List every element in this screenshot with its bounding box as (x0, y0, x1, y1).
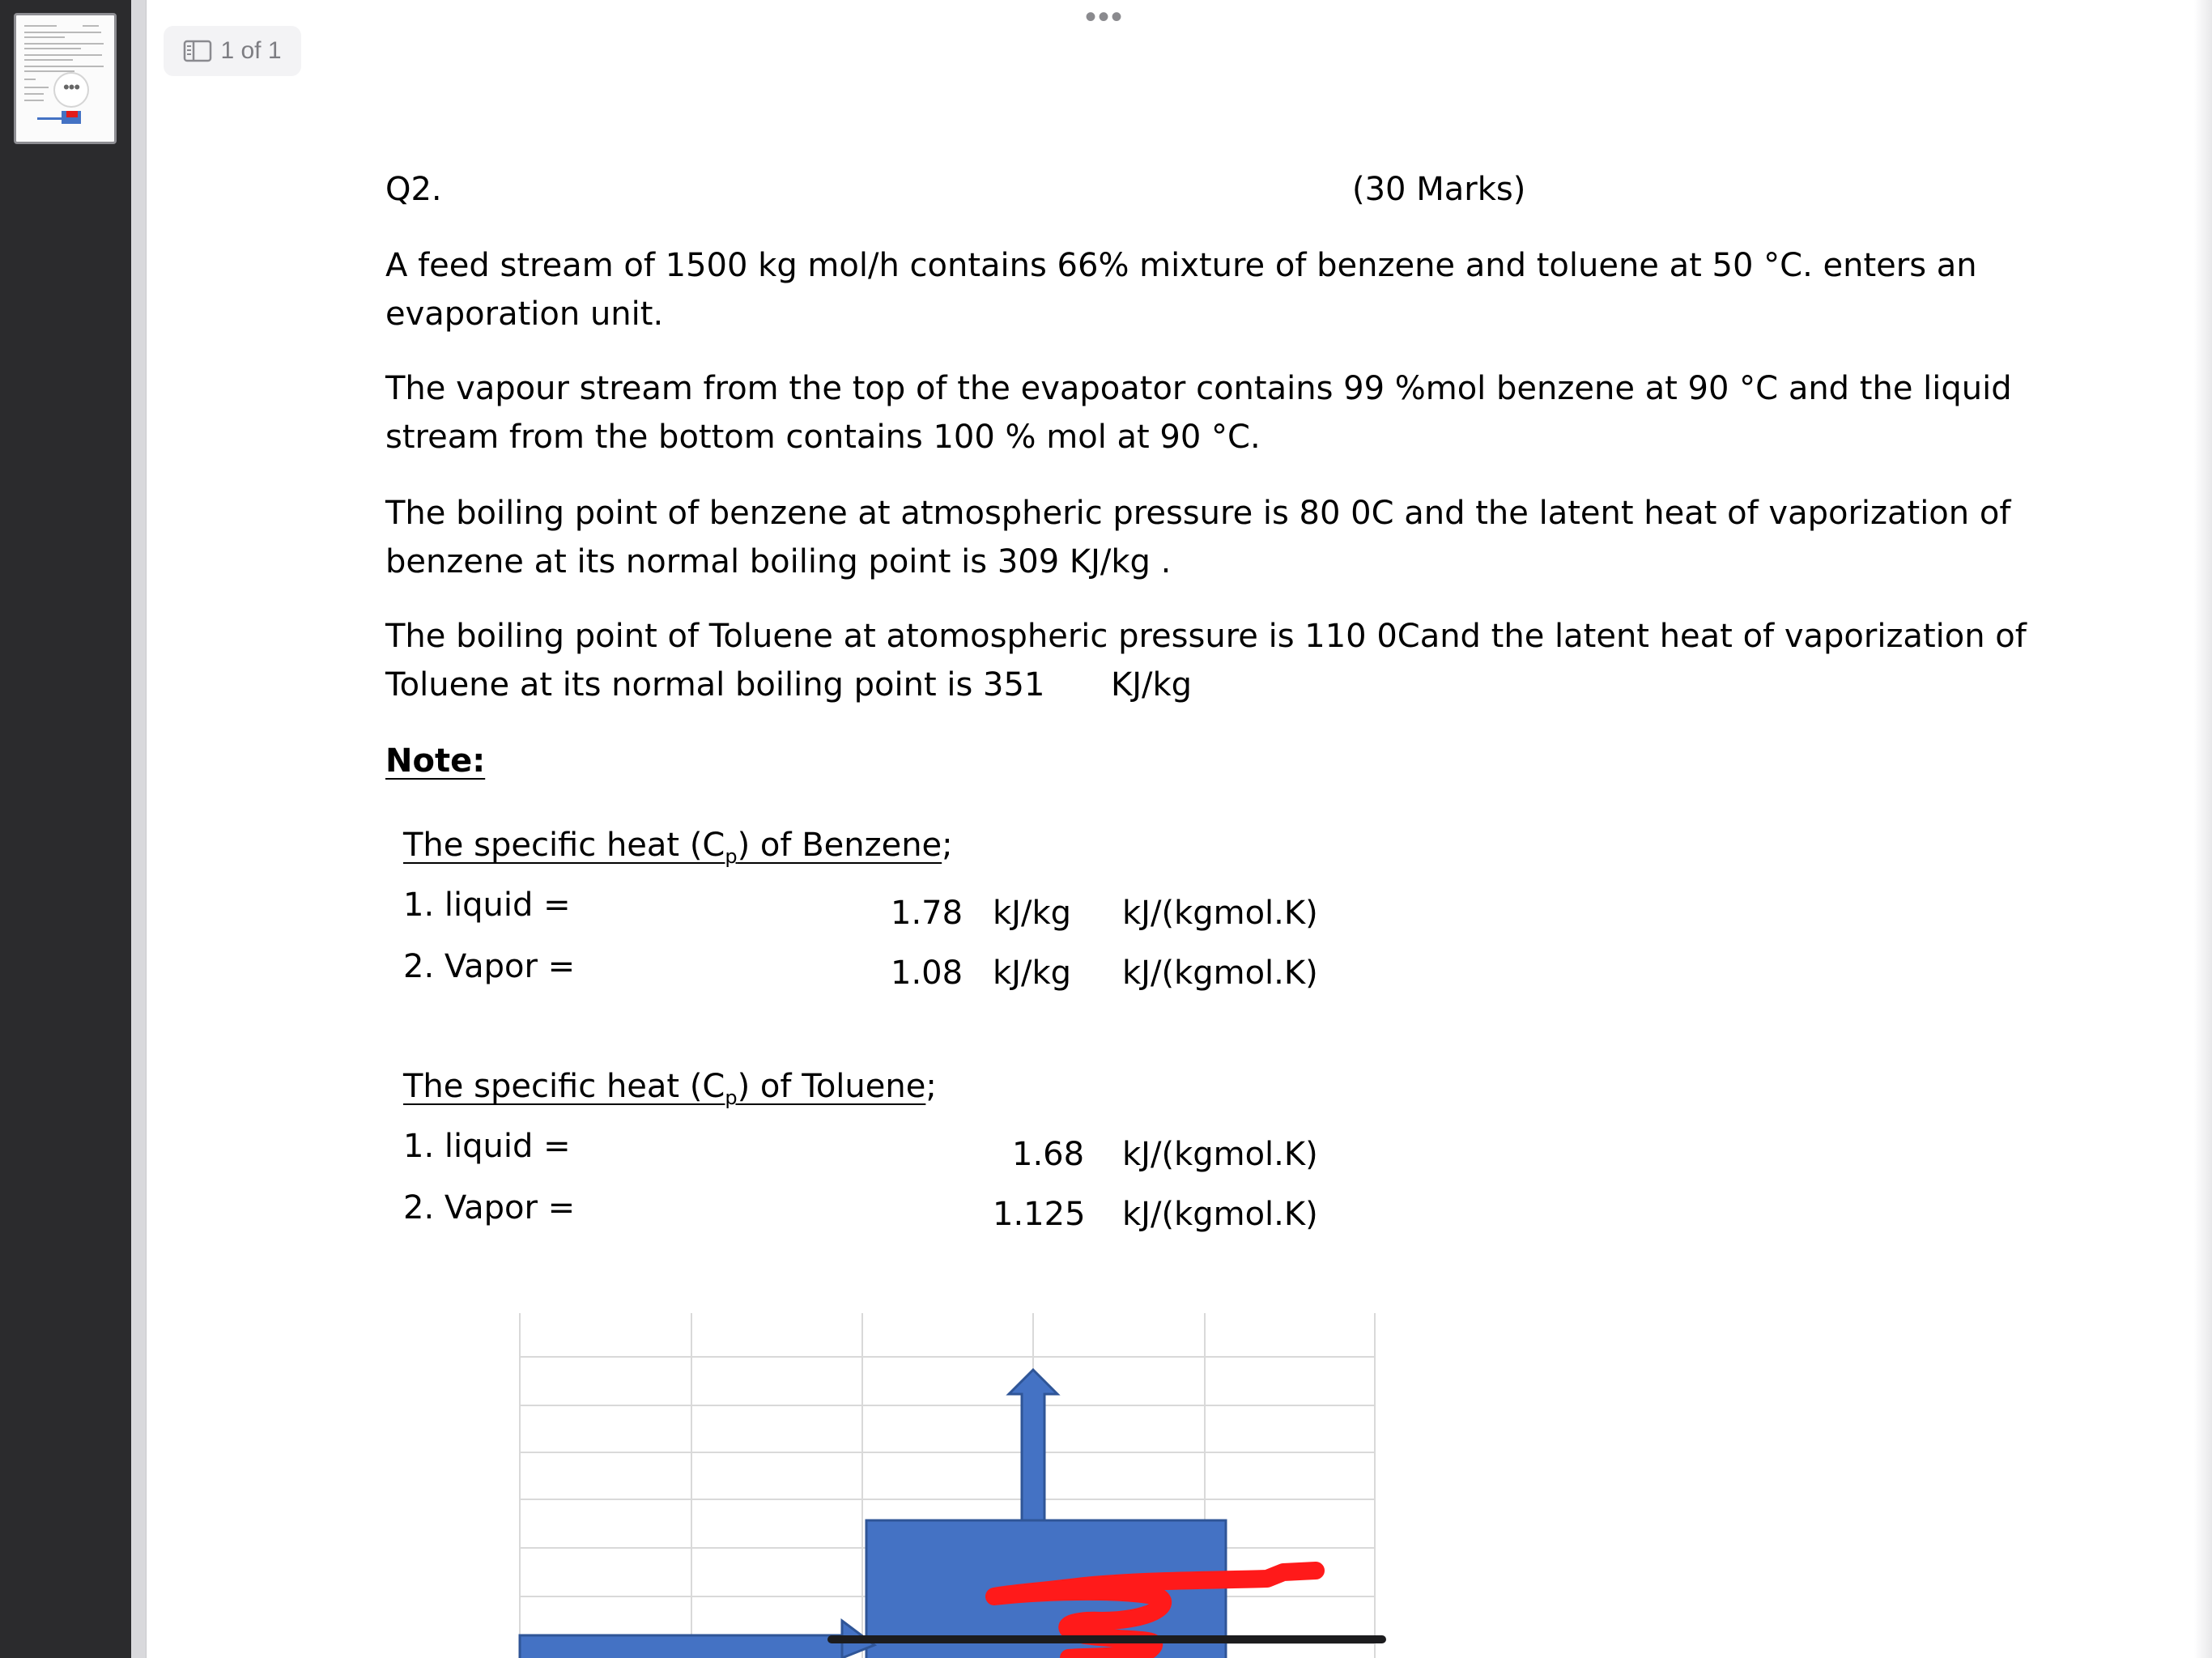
note-label: Note: (385, 742, 486, 780)
paragraph-4-unit: KJ/kg (1111, 666, 1193, 704)
toluene-liquid-value: 1.68 (1012, 1136, 1085, 1173)
paragraph-1-line-2: evaporation unit. (385, 295, 664, 333)
window-more-icon[interactable]: ••• (1085, 0, 1125, 35)
paragraph-4-line-2: Toluene at its normal boiling point is 351 (385, 666, 1045, 704)
paragraph-2-line-2: stream from the bottom contains 100 % mol at 90 °C. (385, 419, 1261, 456)
paragraph-2-line-1: The vapour stream from the top of the evapoator contains 99 %mol benzene at 90 °C and the liquid (385, 370, 2012, 407)
toluene-vapor-label: 2. Vapor = (403, 1189, 576, 1226)
toluene-vapor-unit2: kJ/(kgmol.K) (1122, 1196, 1318, 1233)
benzene-heading: The specific heat $(C_p)$ of Benzene; (403, 827, 953, 868)
benzene-vapor-label: 2. Vapor = (403, 948, 576, 985)
benzene-liquid-unit2: kJ/(kgmol.K) (1122, 895, 1318, 932)
thumbnail-more-icon[interactable]: ••• (55, 74, 87, 106)
paragraph-1-line-1: A feed stream of 1500 kg mol/h contains 66% mixture of benzene and toluene at 50 °C. enters an (385, 247, 1977, 284)
toluene-heading: The specific heat $(C_p)$ of Toluene; (403, 1068, 937, 1109)
paragraph-4-line-1: The boiling point of Toluene at atomospheric pressure is 110 0Cand the latent heat of vaporization of (385, 618, 2027, 655)
page-indicator-label: 1 of 1 (220, 37, 282, 64)
toluene-liquid-label: 1. liquid = (403, 1128, 571, 1165)
question-marks: (30 Marks) (1352, 171, 1526, 208)
question-number: Q2. (385, 171, 442, 208)
evaporator-diagram (518, 1313, 1376, 1658)
benzene-vapor-unit2: kJ/(kgmol.K) (1122, 954, 1318, 992)
benzene-vapor-value: 1.08 (891, 954, 963, 992)
benzene-liquid-label: 1. liquid = (403, 886, 571, 924)
home-indicator[interactable] (827, 1635, 1386, 1643)
toluene-liquid-unit2: kJ/(kgmol.K) (1122, 1136, 1318, 1173)
benzene-vapor-unit1: kJ/kg (993, 954, 1071, 992)
benzene-liquid-value: 1.78 (891, 895, 963, 932)
feed-stream-arrow (520, 1635, 844, 1658)
benzene-liquid-unit1: kJ/kg (993, 895, 1071, 932)
paragraph-3-line-1: The boiling point of benzene at atmospheric pressure is 80 0C and the latent heat of vaporization of (385, 495, 2011, 532)
paragraph-3-line-2: benzene at its normal boiling point is 309 KJ/kg . (385, 543, 1172, 580)
toluene-vapor-value: 1.125 (993, 1196, 1086, 1233)
